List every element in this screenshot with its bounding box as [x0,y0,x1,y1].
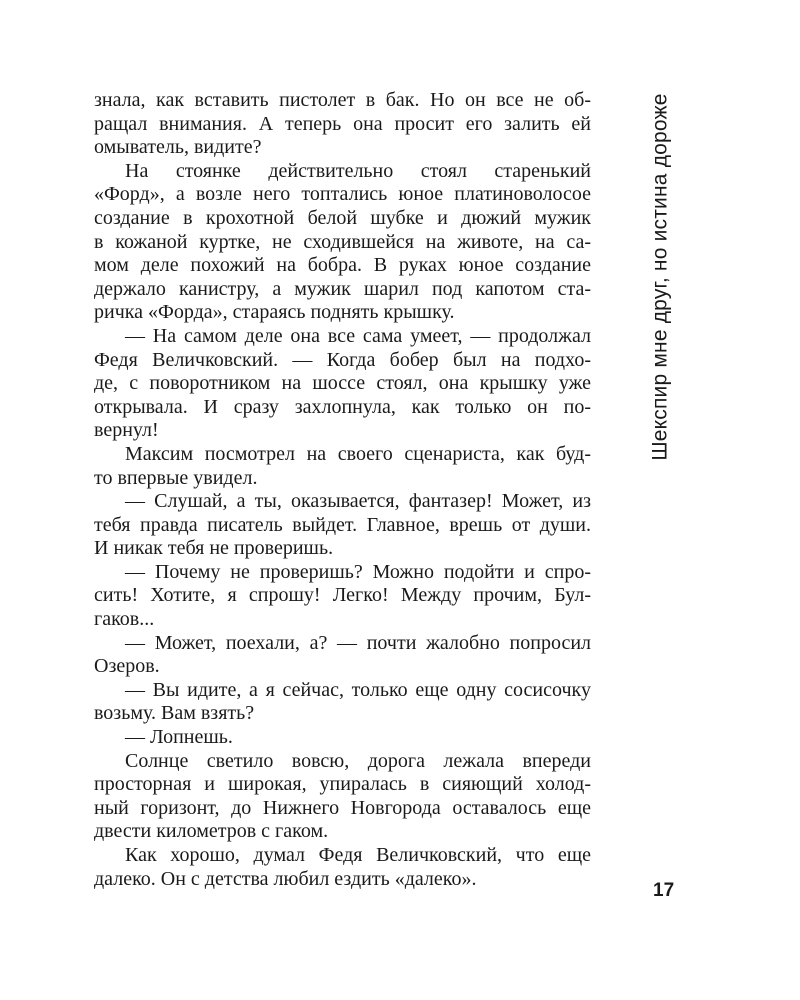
text-line: «Форд», а возле него топтались юное платиноволосое [94,183,591,206]
text-line: омыватель, видите? [94,136,262,159]
text-line: Федя Величковский. — Когда бобер был на подхо- [94,348,591,371]
text-line: сить! Хотите, я спрошу! Легко! Между прочим, Бул- [94,584,591,607]
text-line: — Вы идите, а я сейчас, только еще одну сосисочку [125,678,591,701]
text-line: просторная и широкая, упиралась в сияющий холод- [94,773,591,796]
text-line: держало канистру, а мужик шарил под капотом ста- [94,277,591,300]
text-line: возьму. Вам взять? [94,702,255,725]
text-line: в кожаной куртке, не сходившейся на животе, на са- [94,230,591,253]
text-line: Озеров. [94,655,160,678]
text-line: де, с поворотником на шоссе стоял, она крышку уже [94,372,591,395]
text-line: то впервые увидел. [94,466,258,489]
text-line: знала, как вставить пистолет в бак. Но он все не об- [94,89,591,111]
running-head [645,93,677,461]
text-line: И никак тебя не проверишь. [94,537,334,560]
text-line: тебя правда писатель выйдет. Главное, врешь от души. [94,513,591,536]
text-line: — Может, поехали, а? — почти жалобно попросил [125,631,591,654]
text-line: создание в крохотной белой шубке и дюжий мужик [94,206,591,229]
running-head-title: Шекспир мне друг, но истина дороже [649,93,673,461]
text-line: далеко. Он с детства любил ездить «далеко». [94,867,477,890]
text-line: гаков... [94,608,155,631]
body-text [94,89,591,891]
text-line: ричка «Форда», стараясь поднять крышку. [94,301,455,324]
text-line: Как хорошо, думал Федя Величковский, что еще [125,844,591,866]
text-line: ный горизонт, до Нижнего Новгорода оставалось еще [94,796,591,819]
text-line: — Лопнешь. [125,726,233,749]
text-line: Солнце светило вовсю, дорога лежала впереди [125,749,591,772]
text-line: вернул! [94,419,159,442]
text-line: мом деле похожий на бобра. В руках юное создание [94,254,591,277]
text-line: — На самом деле она все сама умеет, — продолжал [125,324,591,347]
text-line: — Почему не проверишь? Можно подойти и спро- [125,560,591,583]
text-line: двести километров с гаком. [94,820,329,843]
page-number: 17 [653,880,675,901]
text-line: На стоянке действительно стоял старенький [125,159,591,182]
text-line: ращал внимания. А теперь она просит его залить ей [94,112,591,135]
text-line: — Слушай, а ты, оказывается, фантазер! Может, из [125,490,591,513]
text-line: открывала. И сразу захлопнула, как только он по- [94,395,591,418]
text-line: Максим посмотрел на своего сценариста, как буд- [125,442,591,465]
